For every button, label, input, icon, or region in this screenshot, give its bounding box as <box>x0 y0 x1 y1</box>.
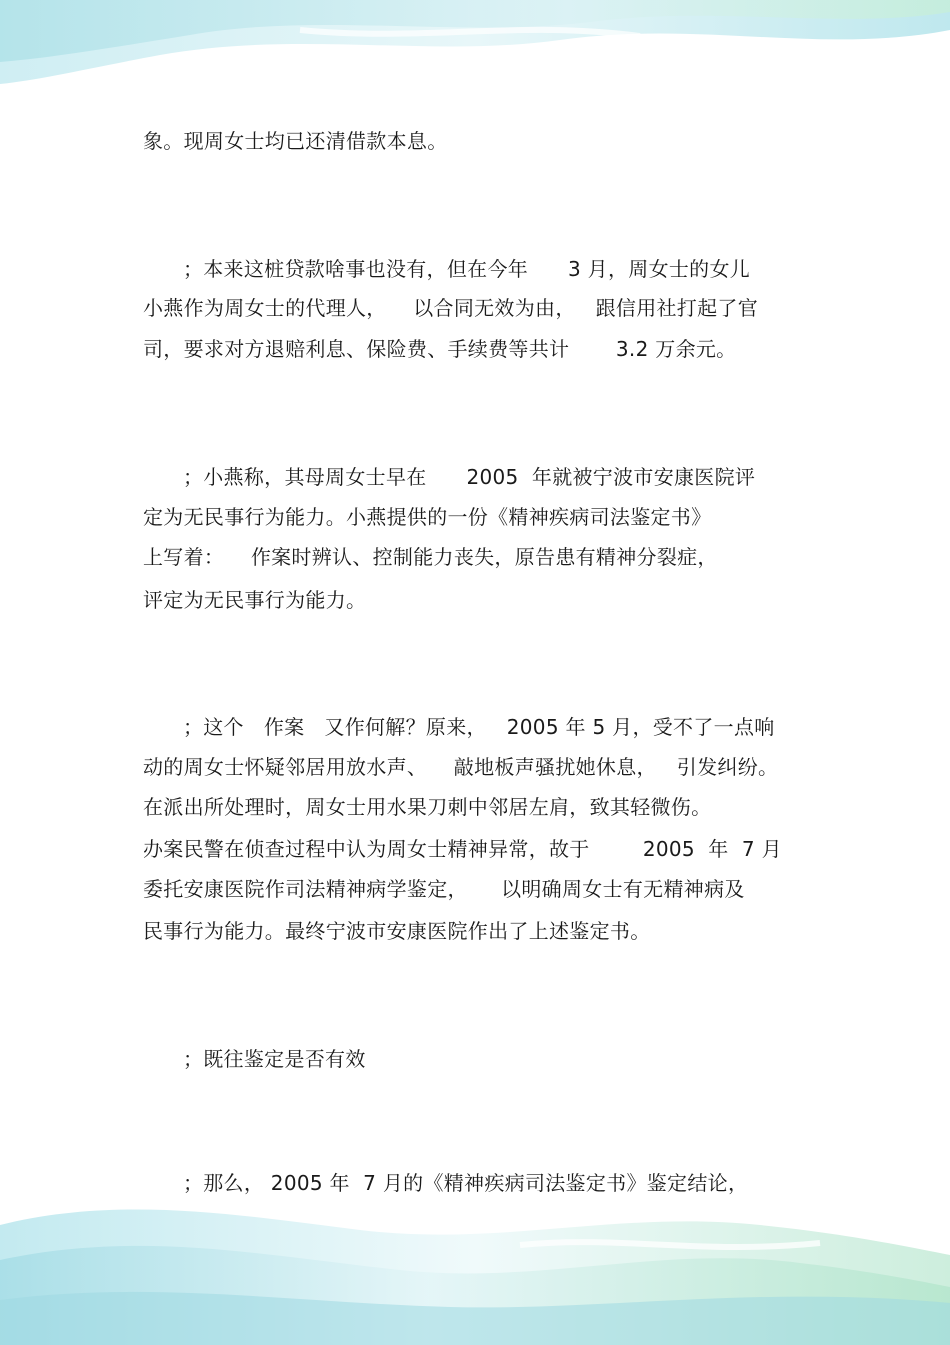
paragraph-3-line-4: 评定为无民事行为能力。 <box>143 588 367 612</box>
paragraph-3-line-2: 定为无民事行为能力。小燕提供的一份《精神疾病司法鉴定书》 <box>143 505 712 529</box>
paragraph-4-line-4: 办案民警在侦查过程中认为周女士精神异常，故于 2005 年 7 月 <box>143 837 782 861</box>
section-heading: ；既往鉴定是否有效 <box>143 1047 366 1071</box>
paragraph-3-line-3: 上写着： 作案时辨认、控制能力丧失，原告患有精神分裂症， <box>143 545 718 569</box>
paragraph-3-line-1: ；小燕称，其母周女士早在 2005 年就被宁波市安康医院评 <box>143 465 756 489</box>
paragraph-4-line-5: 委托安康医院作司法精神病学鉴定， 以明确周女士有无精神病及 <box>143 877 745 901</box>
paragraph-4-line-3: 在派出所处理时，周女士用水果刀刺中邻居左肩，致其轻微伤。 <box>143 795 712 819</box>
paragraph-4-line-2: 动的周女士怀疑邻居用放水声、 敲地板声骚扰她休息， 引发纠纷。 <box>143 755 779 779</box>
paragraph-2-line-3: 司，要求对方退赔利息、保险费、手续费等共计 3.2 万余元。 <box>143 337 737 361</box>
paragraph-4-line-1: ；这个 作案 又作何解？原来， 2005 年 5 月，受不了一点响 <box>143 715 775 739</box>
paragraph-2-line-2: 小燕作为周女士的代理人， 以合同无效为由， 跟信用社打起了官 <box>143 296 759 320</box>
paragraph-4-line-6: 民事行为能力。最终宁波市安康医院作出了上述鉴定书。 <box>143 919 651 943</box>
paragraph-2-line-1: ；本来这桩贷款啥事也没有，但在今年 3 月，周女士的女儿 <box>143 257 751 281</box>
paragraph-1-line-1: 象。现周女士均已还清借款本息。 <box>143 129 448 153</box>
paragraph-5-line-1: ；那么， 2005 年 7 月的《精神疾病司法鉴定书》鉴定结论， <box>143 1171 749 1195</box>
